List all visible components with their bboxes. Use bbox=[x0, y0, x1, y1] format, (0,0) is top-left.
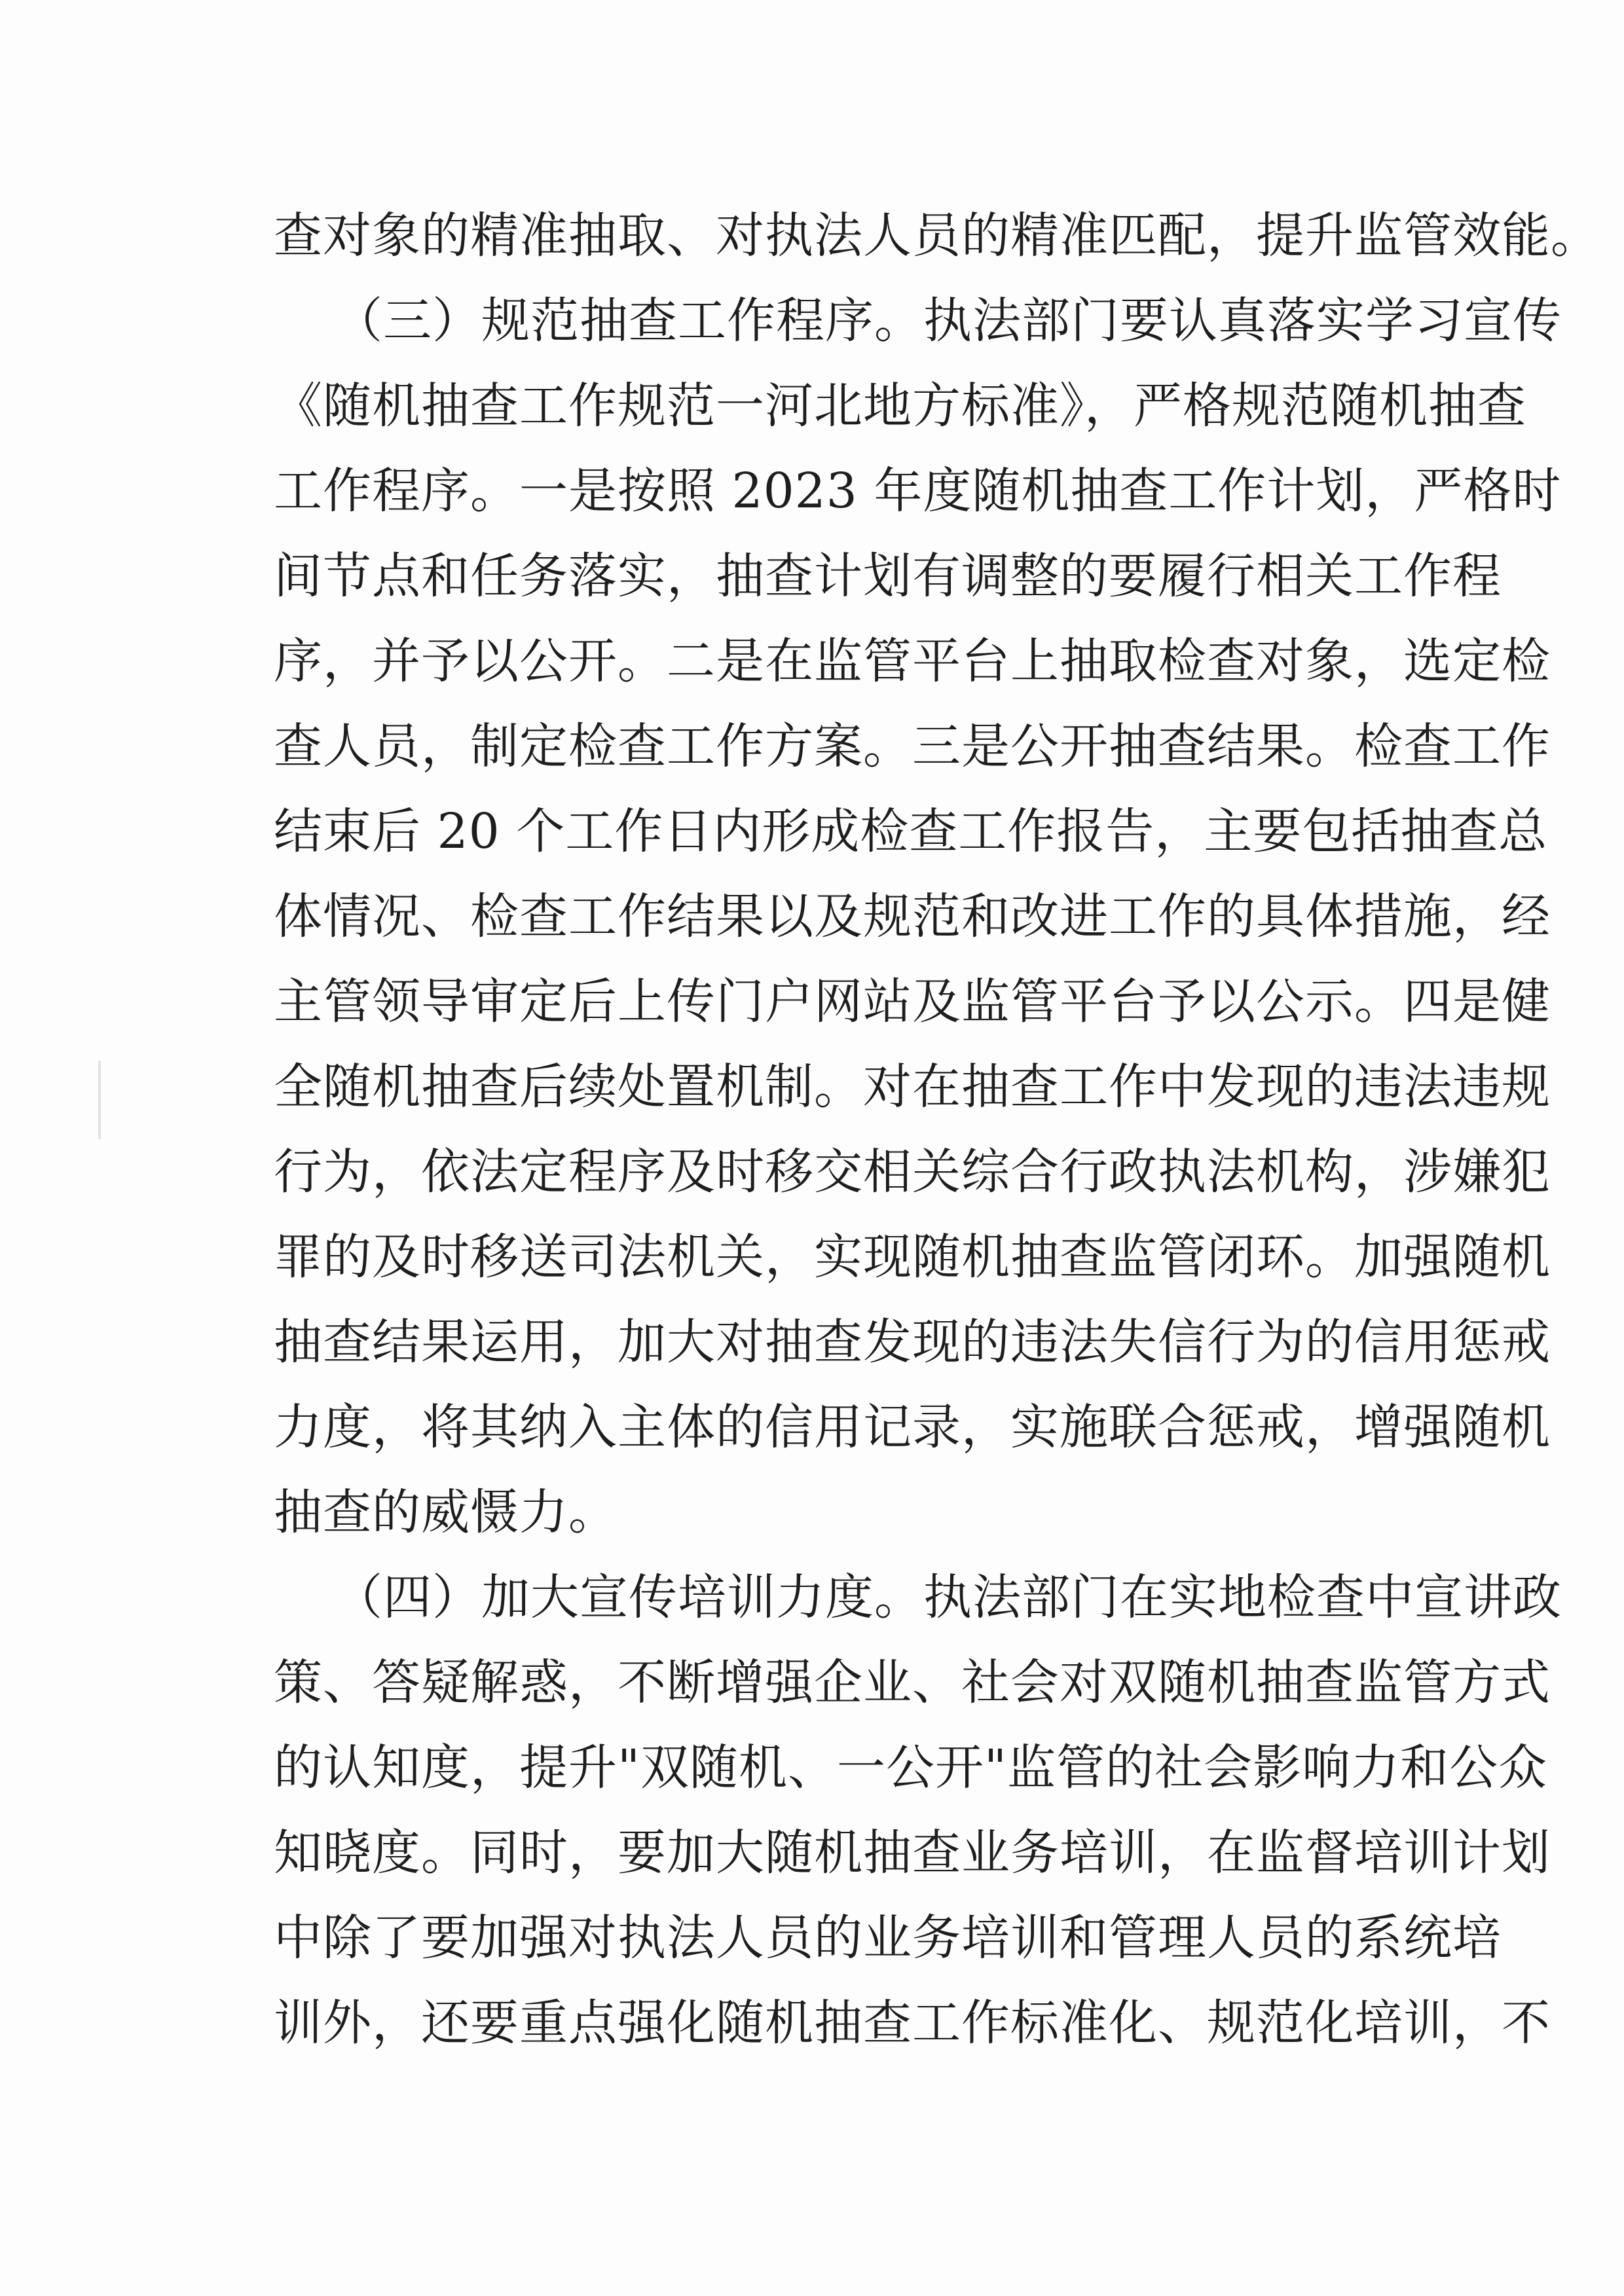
text-line: 罪的及时移送司法机关，实现随机抽查监管闭环。加强随机 bbox=[274, 1229, 1551, 1285]
text-line: 全随机抽查后续处置机制。对在抽查工作中发现的违法违规 bbox=[274, 1059, 1551, 1115]
text-line: 间节点和任务落实，抽查计划有调整的要履行相关工作程 bbox=[274, 548, 1502, 604]
scan-artifact bbox=[98, 1061, 101, 1139]
text-line: 知晓度。同时，要加大随机抽查业务培训，在监督培训计划 bbox=[274, 1825, 1551, 1881]
text-line: 主管领导审定后上传门户网站及监管平台予以公示。四是健 bbox=[274, 974, 1551, 1030]
text-line: 的认知度，提升"双随机、一公开"监管的社会影响力和公众 bbox=[274, 1740, 1548, 1796]
text-line: 查人员，制定检查工作方案。三是公开抽查结果。检查工作 bbox=[274, 718, 1551, 774]
text-line: 训外，还要重点强化随机抽查工作标准化、规范化培训，不 bbox=[274, 1995, 1551, 2051]
text-line: 《随机抽查工作规范一河北地方标准》，严格规范随机抽查 bbox=[274, 378, 1526, 434]
text-line: （三）规范抽查工作程序。执法部门要认真落实学习宣传 bbox=[334, 293, 1562, 349]
text-line: 结束后 20 个工作日内形成检查工作报告，主要包括抽查总 bbox=[274, 803, 1548, 860]
text-line: 行为，依法定程序及时移交相关综合行政执法机构，涉嫌犯 bbox=[274, 1144, 1551, 1200]
text-line: 工作程序。一是按照 2023 年度随机抽查工作计划，严格时 bbox=[274, 463, 1562, 519]
text-line: 抽查的威慑力。 bbox=[274, 1484, 618, 1540]
text-line: 力度，将其纳入主体的信用记录，实施联合惩戒，增强随机 bbox=[274, 1399, 1551, 1455]
text-line: 序，并予以公开。二是在监管平台上抽取检查对象，选定检 bbox=[274, 633, 1551, 689]
text-line: （四）加大宣传培训力度。执法部门在实地检查中宣讲政 bbox=[334, 1569, 1562, 1626]
text-line: 中除了要加强对执法人员的业务培训和管理人员的系统培 bbox=[274, 1910, 1502, 1966]
text-line: 体情况、检查工作结果以及规范和改进工作的具体措施，经 bbox=[274, 888, 1551, 945]
text-line: 策、答疑解惑，不断增强企业、社会对双随机抽查监管方式 bbox=[274, 1654, 1551, 1711]
text-line: 抽查结果运用，加大对抽查发现的违法失信行为的信用惩戒 bbox=[274, 1314, 1551, 1370]
text-line: 查对象的精准抽取、对执法人员的精准匹配，提升监管效能。 bbox=[274, 208, 1600, 264]
